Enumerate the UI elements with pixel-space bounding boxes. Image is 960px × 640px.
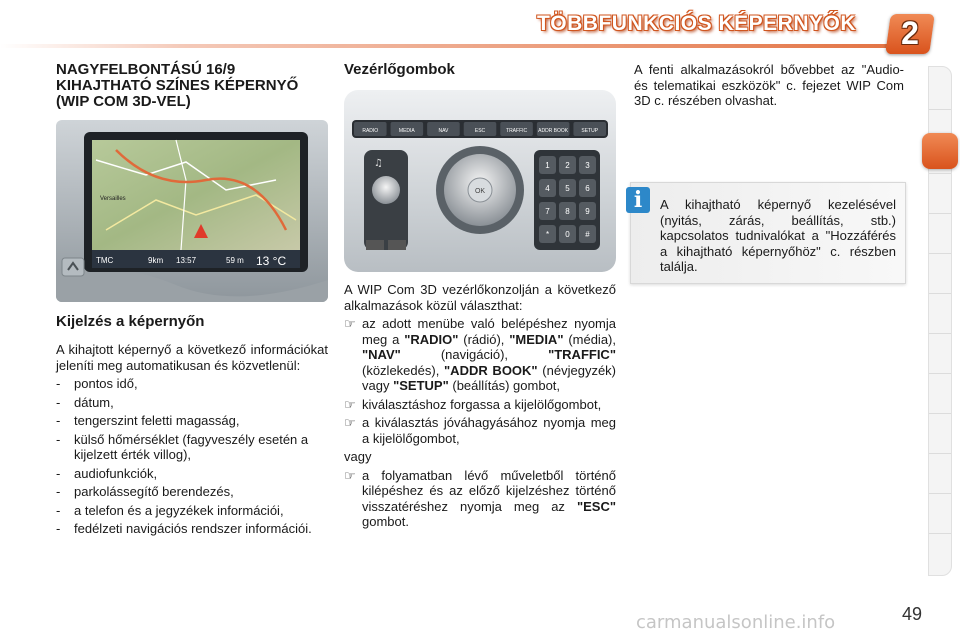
dash-bullet: - <box>56 431 61 447</box>
keypad-key-label: 9 <box>585 207 590 216</box>
keypad-key-label: * <box>545 230 550 239</box>
keypad-key-label: 4 <box>545 184 550 193</box>
step-text: (navigáció), <box>400 347 549 362</box>
active-chapter-tab[interactable] <box>922 133 958 169</box>
tmc-indicator: TMC <box>96 256 114 265</box>
display-info-text: külső hőmérséklet (fagyveszély esetén a kijelzett érték villog), <box>74 431 309 462</box>
control-panel-illustration <box>344 90 616 272</box>
controls-heading: Vezérlőgombok <box>344 61 455 78</box>
display-info-item <box>56 484 328 500</box>
step-text: (rádió), <box>458 331 510 347</box>
step-rotate <box>344 397 616 413</box>
radio-label: "RADIO" <box>404 331 459 347</box>
panel-button-label: NAV <box>438 128 449 134</box>
time-readout: 13:57 <box>176 256 197 265</box>
display-info-list <box>56 376 328 537</box>
media-label: "MEDIA" <box>509 331 564 347</box>
display-info-item <box>56 503 328 519</box>
keypad-key-label: 3 <box>585 161 590 170</box>
controls-steps-alt <box>344 468 616 530</box>
dash-bullet: - <box>56 465 61 481</box>
display-info-text: audiofunkciók, <box>74 465 158 481</box>
display-info-text: pontos idő, <box>74 376 138 391</box>
keypad-key-label: # <box>585 230 590 239</box>
pointer-icon: ☞ <box>344 467 356 483</box>
chapter-badge <box>885 14 935 54</box>
tab-divider <box>929 413 951 414</box>
watermark: carmanualsonline.info <box>636 612 836 633</box>
pointer-icon: ☞ <box>344 396 356 412</box>
addr-book-label: "ADDR BOOK" <box>444 362 538 378</box>
panel-button-label: ESC <box>474 128 486 134</box>
tab-divider <box>929 453 951 454</box>
display-photo <box>56 120 328 302</box>
display-info-item <box>56 413 328 429</box>
page-number: 49 <box>902 604 923 624</box>
display-info-item <box>56 395 328 411</box>
keypad-key-label: 5 <box>565 184 570 193</box>
display-info-text: a telefon és a jegyzékek információi, <box>74 502 284 518</box>
step-confirm <box>344 415 616 446</box>
chapter-number: 2 <box>901 15 919 51</box>
panel-button-label: RADIO <box>362 128 379 134</box>
info-icon: i <box>626 187 650 213</box>
subsection-heading: Kijelzés a képernyőn <box>56 313 205 330</box>
display-info-item <box>56 466 328 482</box>
dash-bullet: - <box>56 502 61 518</box>
tab-divider <box>929 373 951 374</box>
or-text: vagy <box>344 449 372 464</box>
display-illustration <box>56 120 328 302</box>
traffic-label: "TRAFFIC" <box>548 347 616 362</box>
keypad-key-label: 6 <box>585 184 590 193</box>
step-menu-entry <box>344 316 616 394</box>
step-exit <box>344 468 616 530</box>
display-info-text: parkolássegítő berendezés, <box>74 484 234 499</box>
nav-label: "NAV" <box>362 347 401 362</box>
setup-label: "SETUP" <box>393 378 449 393</box>
display-info-item <box>56 376 328 392</box>
tab-divider <box>929 333 951 334</box>
tab-divider <box>929 213 951 214</box>
ok-button-label: OK <box>474 188 486 195</box>
step-text: (beállítás) gombot, <box>448 378 561 393</box>
esc-label: "ESC" <box>576 498 616 514</box>
tab-divider <box>929 293 951 294</box>
distance-readout: 9km <box>148 256 164 265</box>
header-rule <box>0 44 930 48</box>
step-text: (névjegyzék) vagy <box>362 362 617 393</box>
dash-bullet: - <box>56 394 61 410</box>
step-text: a folyamatban lévő műveletből történő kilépéshez és az előző kijelzéshez történő visszatéréshez nyomja meg az <box>362 467 616 514</box>
keypad-key-label: 1 <box>545 161 550 170</box>
display-intro: A kihajtott képernyő a következő információkat jeleníti meg automatikusan és közvetlenül: <box>56 342 328 373</box>
step-text: gombot. <box>362 514 409 529</box>
map-place-label: Versailles <box>100 196 126 202</box>
tab-divider <box>929 109 951 110</box>
music-note-icon: ♫ <box>374 158 383 169</box>
step-text: a kiválasztás jóváhagyásához nyomja meg a kijelölőgombot, <box>362 415 616 446</box>
display-info-item <box>56 432 328 463</box>
temperature-readout: 13 °C <box>256 254 287 268</box>
step-text: (média), <box>563 331 616 347</box>
display-info-text: tengerszint feletti magasság, <box>74 413 240 428</box>
display-info-text: fedélzeti navigációs rendszer információi. <box>74 521 312 536</box>
tab-divider <box>929 493 951 494</box>
controls-intro: A WIP Com 3D vezérlőkonzolján a következő alkalmazások közül választhat: <box>344 282 616 313</box>
controls-steps <box>344 316 616 446</box>
keypad-key-label: 8 <box>565 207 570 216</box>
tab-divider <box>929 253 951 254</box>
pointer-icon: ☞ <box>344 415 356 430</box>
panel-button-label: TRAFFIC <box>506 128 528 134</box>
keypad-key-label: 7 <box>545 207 550 216</box>
dash-bullet: - <box>56 376 61 391</box>
panel-button-label: MEDIA <box>398 128 415 134</box>
display-info-item <box>56 521 328 537</box>
dash-bullet: - <box>56 484 61 499</box>
control-panel-photo <box>344 90 616 272</box>
chapter-title: TÖBBFUNKCIÓS KÉPERNYŐK <box>536 12 856 35</box>
info-text: A kihajtható képernyő kezelésével (nyitás, zárás, beállítás, stb.) kapcsolatos tudnivalókat a "Hozzáférés a kihajtható képernyőhöz" c. részben találja. <box>660 197 896 274</box>
tab-divider <box>929 173 951 174</box>
step-text: kiválasztáshoz forgassa a kijelölőgombot, <box>362 396 602 412</box>
section-heading: NAGYFELBONTÁSÚ 16/9 KIHAJTHATÓ SZÍNES KÉPERNYŐ (WIP COM 3D-VEL) <box>56 61 299 110</box>
dash-bullet: - <box>56 413 61 428</box>
dash-bullet: - <box>56 521 61 536</box>
tab-divider <box>929 533 951 534</box>
keypad-key-label: 0 <box>565 230 570 239</box>
step-text: (közlekedés), <box>362 362 445 378</box>
step-text: az adott menübe való belépéshez nyomja meg a <box>362 316 616 347</box>
panel-button-label: ADDR BOOK <box>538 128 569 134</box>
reference-text: A fenti alkalmazásokról bővebbet az "Audio- és telematikai eszközök" c. fejezet WIP Com 3D c. részében olvashat. <box>634 62 904 108</box>
pointer-icon: ☞ <box>344 316 356 331</box>
panel-button-label: SETUP <box>581 128 599 134</box>
distance2-readout: 59 m <box>226 256 244 265</box>
display-info-text: dátum, <box>74 394 114 410</box>
keypad-key-label: 2 <box>565 161 570 170</box>
